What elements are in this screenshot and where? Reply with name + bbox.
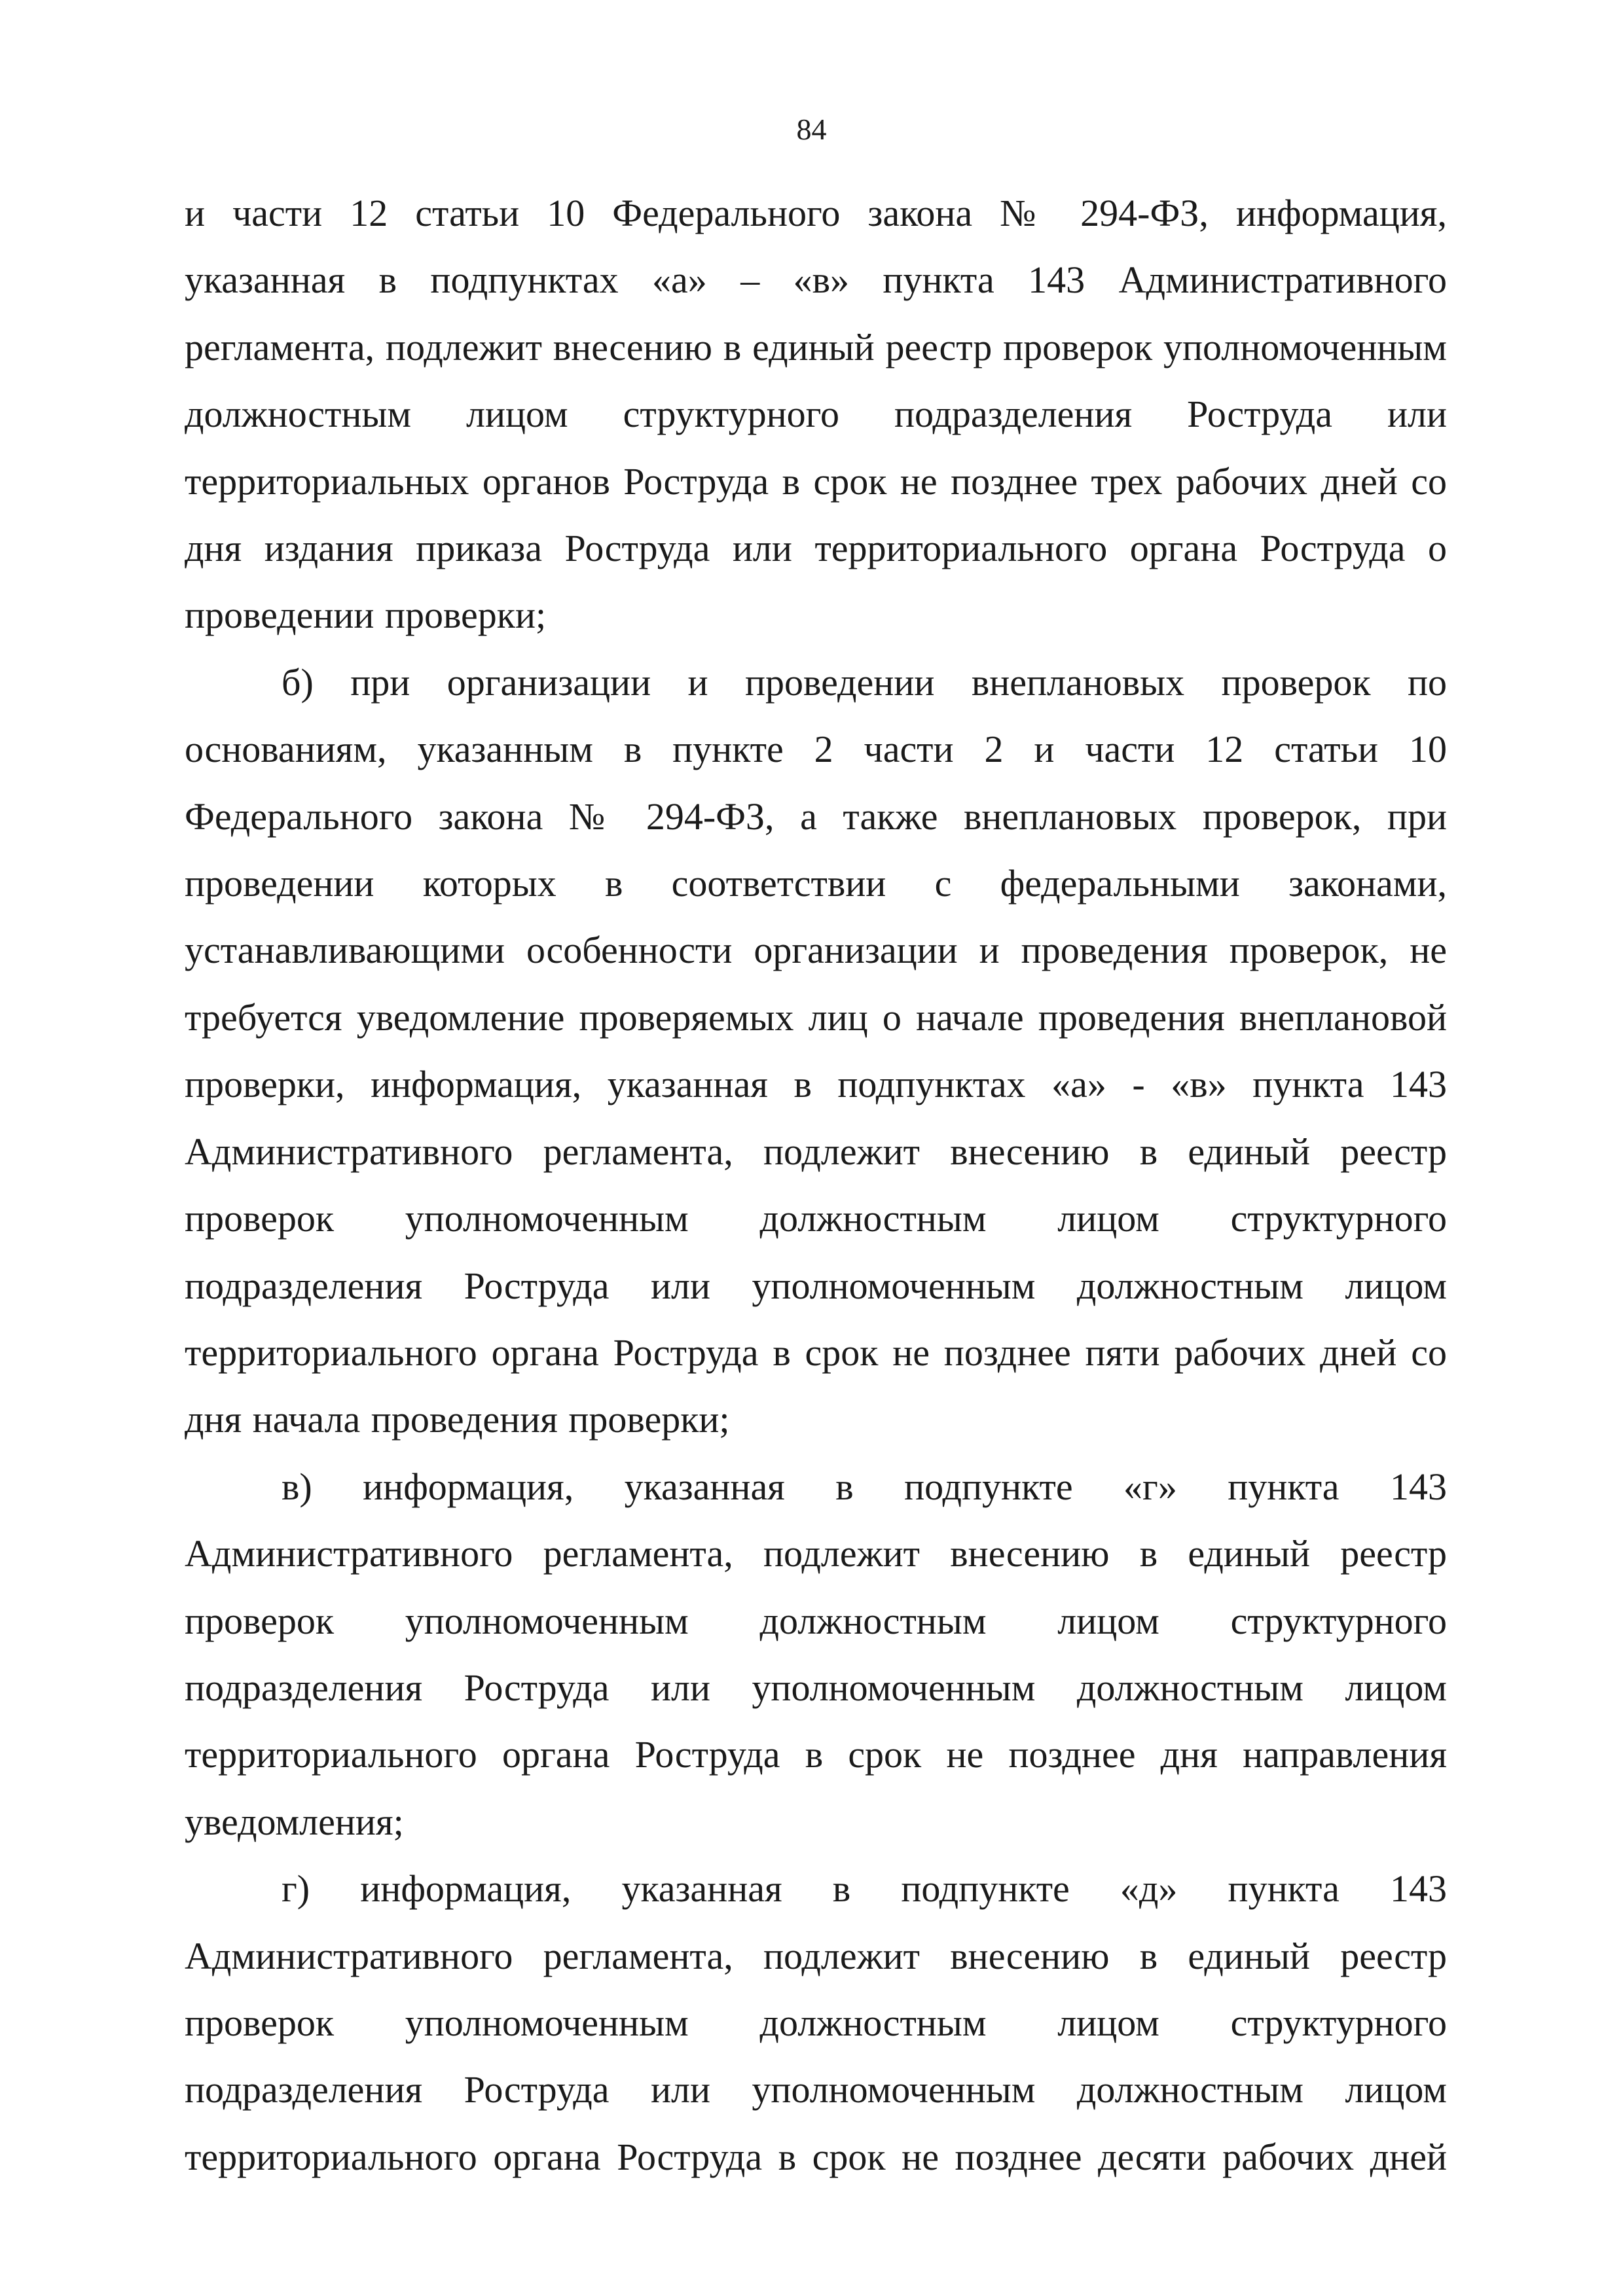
paragraph-item-g: г) информация, указанная в подпункте «д» пункта 143 Административного регламента, подлежит внесению в единый реестр проверок уполномоченным должностным лицом структурного подразделения Роструда или уполномоченным должностным лицом территориального органа Роструда в срок не позднее десяти рабочих дней [185, 1867, 1447, 2178]
document-body [185, 180, 1447, 2191]
paragraph-item-v: в) информация, указанная в подпункте «г» пункта 143 Административного регламента, подлежит внесению в единый реестр проверок уполномоченным должностным лицом структурного подразделения Роструда или уполномоченным должностным лицом территориального органа Роструда в срок не позднее дня направления уведомления; [185, 1465, 1447, 1843]
page-number: 84 [796, 113, 827, 146]
paragraph-item-b: б) при организации и проведении внеплановых проверок по основаниям, указанным в пункте 2 части 2 и части 12 статьи 10 Федерального закона № 294-ФЗ, а также внеплановых проверок, при проведении которых в соответствии с федеральными законами, устанавливающими особенности организации и проведения проверок, не требуется уведомление проверяемых лиц о начале проведения внеплановой проверки, информация, указанная в подпунктах «а» - «в» пункта 143 Административного регламента, подлежит внесению в единый реестр проверок уполномоченным должностным лицом структурного подразделения Роструда или уполномоченным должностным лицом территориального органа Роструда в срок не позднее пяти рабочих дней со дня начала проведения проверки; [185, 660, 1447, 1441]
paragraph-continuation: и части 12 статьи 10 Федерального закона № 294-ФЗ, информация, указанная в подпунктах «а» – «в» пункта 143 Административного регламента, подлежит внесению в единый реестр проверок уполномоченным должностным лицом структурного подразделения Роструда или территориальных органов Роструда в срок не позднее трех рабочих дней со дня издания приказа Роструда или территориального органа Роструда о проведении проверки; [185, 192, 1447, 637]
